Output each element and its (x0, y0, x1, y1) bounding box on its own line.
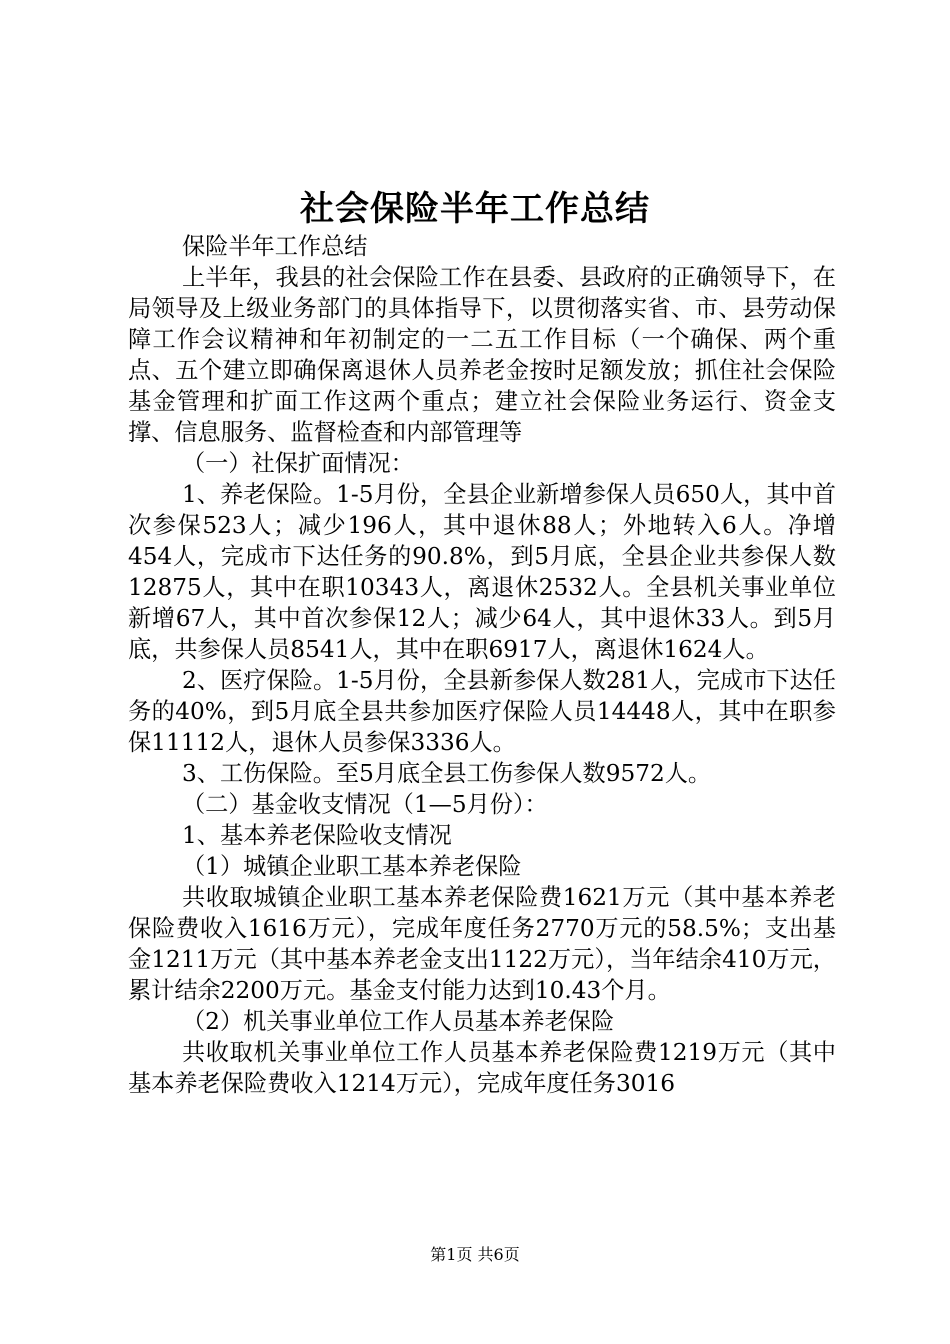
document-body (128, 231, 836, 1099)
document-title: 社会保险半年工作总结 (300, 189, 650, 229)
subheading-pension-funds: 1、基本养老保险收支情况 (182, 822, 452, 849)
paragraph-urban-enterprise-funds: 共收取城镇企业职工基本养老保险费1621万元（其中基本养老保险费收入1616万元），完成年度任务2770万元的58.5%；支出基金1211万元（其中基本养老金支出1122万元），当年结余410万元，累计结余2200万元。基金支付能力达到10.43个月。 (128, 884, 836, 1004)
section-heading-funds: （二）基金收支情况（1—5月份）： (182, 791, 548, 818)
subheading-urban-enterprise: （1）城镇企业职工基本养老保险 (182, 853, 522, 880)
paragraph-subtitle: 保险半年工作总结 (182, 233, 368, 260)
section-heading-coverage: （一）社保扩面情况： (182, 450, 414, 477)
paragraph-medical-insurance: 2、医疗保险。1-5月份，全县新参保人数281人，完成市下达任务的40%，到5月底全县共参加医疗保险人员14448人，其中在职参保11112人，退休人员参保3336人。 (128, 667, 836, 756)
page-footer: 第1页 共6页 (430, 1245, 520, 1264)
paragraph-injury-insurance: 3、工伤保险。至5月底全县工伤参保人数9572人。 (182, 760, 712, 787)
paragraph-public-institution-funds: 共收取机关事业单位工作人员基本养老保险费1219万元（其中基本养老保险费收入1214万元），完成年度任务3016 (128, 1039, 836, 1097)
subheading-public-institution: （2）机关事业单位工作人员基本养老保险 (182, 1008, 615, 1035)
paragraph-intro: 上半年，我县的社会保险工作在县委、县政府的正确领导下，在局领导及上级业务部门的具体指导下，以贯彻落实省、市、县劳动保障工作会议精神和年初制定的一二五工作目标（一个确保、两个重点、五个建立即确保离退休人员养老金按时足额发放；抓住社会保险基金管理和扩面工作这两个重点；建立社会保险业务运行、资金支撑、信息服务、监督检查和内部管理等 (128, 264, 836, 446)
paragraph-pension-insurance: 1、养老保险。1-5月份，全县企业新增参保人员650人，其中首次参保523人；减少196人，其中退休88人；外地转入6人。净增454人，完成市下达任务的90.8%，到5月底，全县企业共参保人数12875人，其中在职10343人，离退休2532人。全县机关事业单位新增67人，其中首次参保12人；减少64人，其中退休33人。到5月底，共参保人员8541人，其中在职6917人，离退休1624人。 (128, 481, 836, 663)
